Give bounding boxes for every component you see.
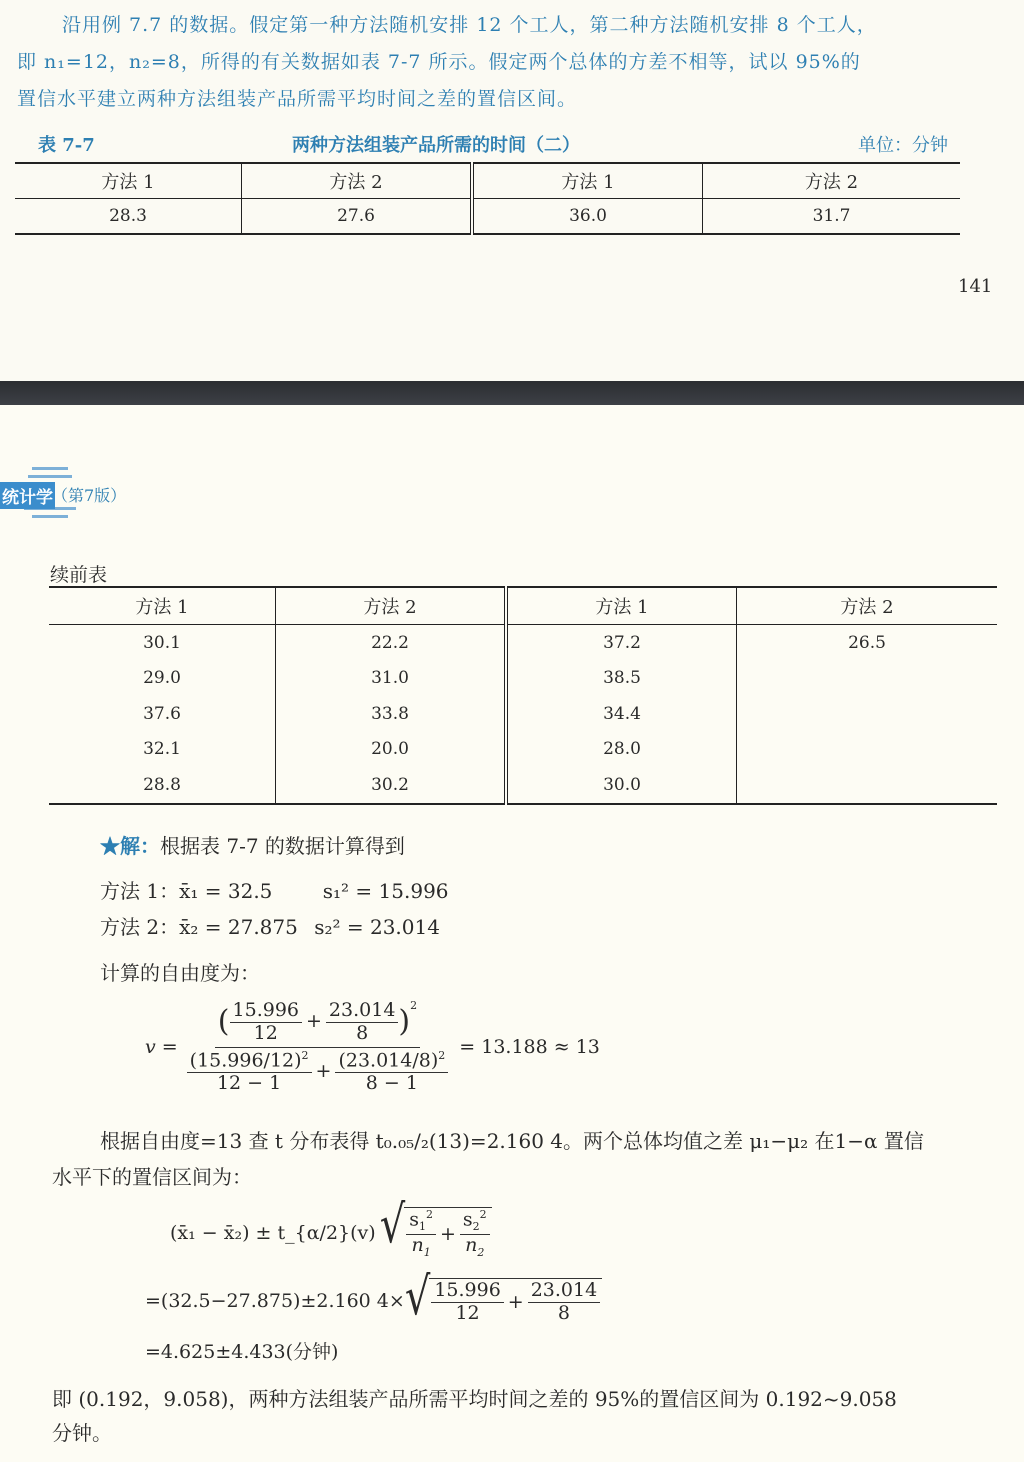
table-cell: 31.7 <box>703 199 961 235</box>
method-1-variance: s₁² = 15.996 <box>322 879 449 903</box>
ci-step-2: =(32.5−27.875)±2.160 4× √ $\frac{15.996}{12}$ + $\frac{23.014}{8}$ <box>145 1278 602 1325</box>
method-1-label: 方法 1： <box>100 879 180 903</box>
column-header: 方法 2 <box>703 163 961 199</box>
intro-line-1: 沿用例 7.7 的数据。假定第一种方法随机安排 12 个工人，第二种方法随机安排 8 个工人， <box>62 14 877 36</box>
table-row <box>49 696 997 732</box>
column-header: 方法 1 <box>506 587 737 625</box>
solution-star: ★解： <box>100 834 160 858</box>
method-1-mean: x̄₁ = 32.5 <box>179 879 273 903</box>
ci-formula-prefix: (x̄₁ − x̄₂) ± t_{α/2}(v) <box>170 1222 376 1245</box>
method-1-stats <box>100 875 449 904</box>
table-cell: 27.6 <box>242 199 473 235</box>
t-line-2: 水平下的置信区间为： <box>52 1165 252 1189</box>
table-row <box>49 732 997 768</box>
ci-step-3: =4.625±4.433(分钟) <box>145 1341 339 1363</box>
t-line-1: 根据自由度=13 查 t 分布表得 t₀.₀₅/₂(13)=2.160 4。两个总体均值之差 μ₁−μ₂ 在1−α 置信 <box>100 1129 924 1153</box>
df-formula: v = ( $\frac{15.996}{12}$ + $\frac{23.014}{8}$ ) $^2$ $\frac{(15.996/12)^2}{12 - 1}$ + $\frac{(23.014/8)^2}{8 - 1}$ = 13.188 ≈ 13 <box>145 999 600 1094</box>
intro-line-3: 置信水平建立两种方法组装产品所需平均时间之差的置信区间。 <box>17 88 578 110</box>
intro-line-2: 即 n₁=12，n₂=8，所得的有关数据如表 7-7 所示。假定两个总体的方差不相等，试以 95%的 <box>17 51 861 73</box>
table-header-row <box>15 163 960 199</box>
df-result: = 13.188 ≈ 13 <box>459 1036 600 1059</box>
column-header: 方法 1 <box>472 163 703 199</box>
table-unit: 单位：分钟 <box>858 135 948 156</box>
table-cell: 29.0 <box>143 668 181 689</box>
method-2-mean: x̄₂ = 27.875 <box>179 915 298 939</box>
df-label: 计算的自由度为： <box>100 961 260 985</box>
column-header: 方法 1 <box>15 163 242 199</box>
continued-label: 续前表 <box>50 564 108 586</box>
table-cell: 28.0 <box>506 732 737 768</box>
table-cell: 20.0 <box>276 732 507 768</box>
table-title: 两种方法组装产品所需的时间（二） <box>292 135 580 156</box>
bottom-page <box>0 405 1024 1462</box>
table-cell: 37.2 <box>506 625 737 661</box>
table-row <box>49 661 997 697</box>
table-cell <box>737 732 998 768</box>
running-head <box>0 465 140 525</box>
solution-intro: 根据表 7-7 的数据计算得到 <box>160 834 405 858</box>
table-cell: 32.1 <box>143 739 181 760</box>
table-cell: 28.3 <box>109 206 147 226</box>
conclusion-line-2: 分钟。 <box>52 1421 112 1445</box>
table-cell: 26.5 <box>737 625 998 661</box>
table-cell: 37.6 <box>143 703 181 724</box>
solution-heading <box>100 830 405 859</box>
table-cell: 31.0 <box>276 661 507 697</box>
table-row <box>15 199 960 235</box>
table-cell: 28.8 <box>143 774 181 795</box>
column-header: 方法 2 <box>276 587 507 625</box>
table-number: 表 7-7 <box>38 135 95 156</box>
table-cell: 38.5 <box>506 661 737 697</box>
table-cell: 30.2 <box>276 767 507 804</box>
table-cell <box>737 767 998 804</box>
column-header: 方法 1 <box>49 587 276 625</box>
table-cell: 34.4 <box>506 696 737 732</box>
table-row <box>49 767 997 804</box>
table-header-row <box>49 587 997 625</box>
table-cell: 22.2 <box>276 625 507 661</box>
table-row <box>49 625 997 661</box>
ci-formula: (x̄₁ − x̄₂) ± t_{α/2}(v) √ $\frac{s_1^2}{n_1}$ + $\frac{s_2^2}{n_2}$ <box>170 1207 492 1259</box>
table-cell: 30.1 <box>143 632 181 653</box>
conclusion-line-1: 即 (0.192，9.058)，两种方法组装产品所需平均时间之差的 95%的置信区间为 0.192~9.058 <box>52 1387 897 1411</box>
data-table-top <box>15 162 960 235</box>
table-cell <box>737 696 998 732</box>
method-2-variance: s₂² = 23.014 <box>314 915 440 939</box>
column-header: 方法 2 <box>242 163 473 199</box>
ci-step-2-prefix: =(32.5−27.875)±2.160 4× <box>145 1290 405 1313</box>
column-header: 方法 2 <box>737 587 998 625</box>
method-2-stats <box>100 911 440 940</box>
method-2-label: 方法 2： <box>100 915 180 939</box>
table-cell: 33.8 <box>276 696 507 732</box>
table-cell: 30.0 <box>506 767 737 804</box>
page-number: 141 <box>958 276 993 297</box>
table-cell <box>737 661 998 697</box>
table-cell: 36.0 <box>472 199 703 235</box>
data-table-continued <box>49 586 997 805</box>
running-head-title: 统计学 <box>0 482 55 509</box>
top-page <box>0 0 1024 381</box>
page-divider <box>0 381 1024 405</box>
df-fraction: ( $\frac{15.996}{12}$ + $\frac{23.014}{8}$ ) $^2$ $\frac{(15.996/12)^2}{12 - 1}$ + $\frac{(23.014/8)^2}{8 - 1}$ <box>184 1000 452 1095</box>
running-head-edition: （第7版） <box>52 486 127 505</box>
